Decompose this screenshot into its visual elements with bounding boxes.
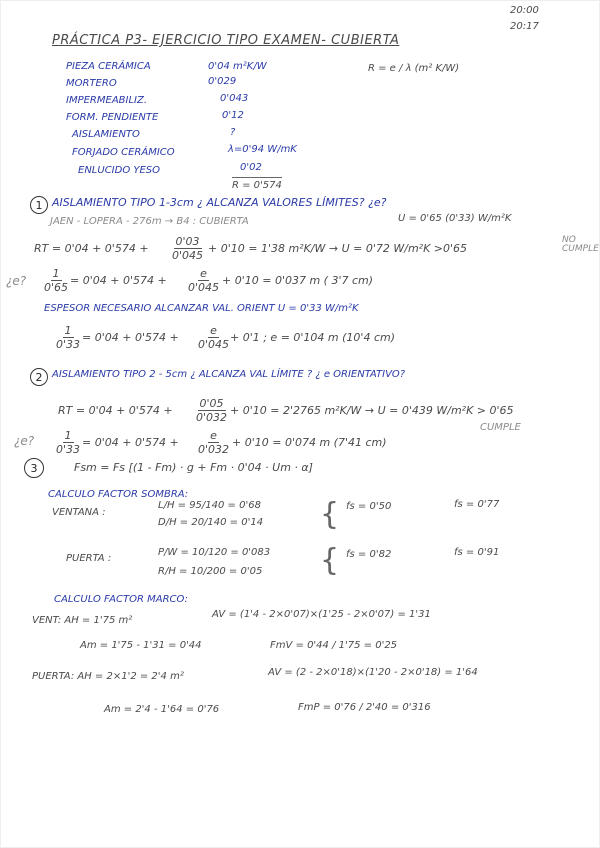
ventana-dh: D/H = 20/140 = 0'14 [158, 517, 264, 528]
section1-question: AISLAMIENTO TIPO 1-3cm ¿ ALCANZA VALORES LÍMITES? ¿e? [52, 196, 387, 209]
section1-rt-fraction [172, 236, 203, 261]
ventana-fs-eo: fs = 0'77 [454, 499, 500, 510]
vent-am: Am = 1'75 - 1'31 = 0'44 [80, 640, 202, 651]
section2-e-mid: = 0'04 + 0'574 + [82, 436, 179, 449]
fraction-denominator: 0'045 [198, 338, 230, 351]
section1-e-fraction2 [188, 268, 219, 293]
section-number-2: 2 [30, 368, 48, 386]
time-start: 20:00 [510, 5, 539, 16]
puerta-ah: PUERTA: AH = 2×1'2 = 2'4 m² [32, 671, 184, 682]
fraction-numerator: 1 [64, 429, 72, 442]
layer-value: 0'04 m²K/W [208, 61, 267, 72]
layer-value: ? [230, 127, 236, 138]
sum-underline [232, 177, 282, 178]
section2-e-result: + 0'10 = 0'074 m (7'41 cm) [232, 436, 387, 449]
ventana-fs-sur: fs = 0'50 [346, 501, 392, 512]
fraction-denominator: 0'045 [172, 249, 204, 262]
sum-r: R = 0'574 [232, 180, 282, 191]
fraction-numerator: 0'05 [199, 397, 224, 410]
section1-e-mid: = 0'04 + 0'574 + [70, 274, 167, 287]
section1-orient-mid: = 0'04 + 0'574 + [82, 331, 179, 344]
section-number-3: 3 [24, 458, 44, 478]
section1-rt-prefix: RT = 0'04 + 0'574 + [34, 242, 149, 255]
layer-value: 0'02 [240, 162, 262, 173]
puerta-fs-sur: fs = 0'82 [346, 549, 392, 560]
puerta-fs-eo: fs = 0'91 [454, 547, 500, 558]
layer-label: AISLAMIENTO [72, 129, 140, 140]
section2-e-fraction2 [198, 430, 229, 455]
fraction-denominator: 0'33 [56, 338, 81, 351]
layer-label: IMPERMEABILIZ. [66, 95, 148, 106]
puerta-av: AV = (2 - 2×0'18)×(1'20 - 2×0'18) = 1'64 [268, 667, 478, 678]
section1-orient-fraction2 [198, 325, 229, 350]
section-number-1: 1 [30, 196, 48, 214]
layer-label: ENLUCIDO YESO [78, 165, 161, 176]
layer-label: MORTERO [66, 78, 117, 89]
layer-value: λ=0'94 W/mK [228, 144, 297, 155]
puerta-am: Am = 2'4 - 1'64 = 0'76 [104, 704, 220, 715]
fraction-numerator: e [210, 429, 217, 442]
fraction-denominator: 0'045 [188, 281, 220, 294]
puerta-brace: { [320, 543, 340, 578]
fraction-denominator: 0'65 [44, 281, 69, 294]
section2-question: AISLAMIENTO TIPO 2 - 5cm ¿ ALCANZA VAL LÍMITE ? ¿ e ORIENTATIVO? [52, 369, 406, 380]
cumple-note: CUMPLE [480, 422, 521, 433]
section2-e-label: ¿e? [14, 434, 35, 448]
fraction-numerator: e [210, 324, 217, 337]
puerta-label: PUERTA : [66, 553, 112, 564]
layer-value: 0'029 [208, 76, 237, 87]
no-cumple-note: NO CUMPLE [562, 235, 599, 254]
section2-rt-suffix: + 0'10 = 2'2765 m²K/W → U = 0'439 W/m²K > 0'65 [230, 404, 514, 417]
fraction-numerator: e [200, 267, 207, 280]
section2-e-fraction [56, 430, 80, 455]
section2-rt-fraction [196, 398, 227, 423]
ventana-brace: { [320, 497, 340, 532]
vent-ah: VENT: AH = 1'75 m² [32, 615, 133, 626]
section1-espesor: ESPESOR NECESARIO ALCANZAR VAL. ORIENT U = 0'33 W/m²K [44, 303, 359, 314]
fraction-denominator: 0'032 [196, 411, 228, 424]
section1-location: JAEN - LOPERA - 276m → B4 : CUBIERTA [50, 216, 249, 227]
section3-fsm-formula: Fsm = Fs [(1 - Fm) · g + Fm · 0'04 · Um · α] [74, 461, 313, 474]
ventana-label: VENTANA : [52, 507, 106, 518]
layer-label: PIEZA CERÁMICA [66, 61, 151, 72]
factor-sombra-title: CALCULO FACTOR SOMBRA: [48, 489, 189, 500]
puerta-pw: P/W = 10/120 = 0'083 [158, 547, 271, 558]
layer-label: FORM. PENDIENTE [66, 112, 159, 123]
section1-u-lim: U = 0'65 (0'33) W/m²K [398, 213, 512, 224]
factor-marco-title: CALCULO FACTOR MARCO: [54, 594, 188, 605]
fraction-numerator: 1 [52, 267, 60, 280]
formula-r: R = e / λ (m² K/W) [368, 63, 460, 74]
layer-value: 0'043 [220, 93, 249, 104]
vent-fm: FmV = 0'44 / 1'75 = 0'25 [270, 640, 398, 651]
time-end: 20:17 [510, 21, 539, 32]
fraction-denominator: 0'33 [56, 443, 81, 456]
section1-e-result: + 0'10 = 0'037 m ( 3'7 cm) [222, 274, 374, 287]
section1-e-label: ¿e? [6, 274, 27, 288]
fraction-numerator: 0'03 [175, 235, 200, 248]
puerta-fm: FmP = 0'76 / 2'40 = 0'316 [298, 702, 431, 713]
fraction-numerator: 1 [64, 324, 72, 337]
layer-label: FORJADO CERÁMICO [72, 147, 175, 158]
fraction-denominator: 0'032 [198, 443, 230, 456]
section2-rt-prefix: RT = 0'04 + 0'574 + [58, 404, 173, 417]
section1-rt-suffix: + 0'10 = 1'38 m²K/W → U = 0'72 W/m²K >0'65 [208, 242, 468, 255]
section1-e-fraction [44, 268, 68, 293]
ventana-lh: L/H = 95/140 = 0'68 [158, 500, 261, 511]
section1-orient-result: + 0'1 ; e = 0'104 m (10'4 cm) [230, 331, 395, 344]
page-title: PRÁCTICA P3- EJERCICIO TIPO EXAMEN- CUBIERTA [52, 33, 400, 48]
puerta-ph: R/H = 10/200 = 0'05 [158, 566, 263, 577]
vent-av: AV = (1'4 - 2×0'07)×(1'25 - 2×0'07) = 1'31 [212, 609, 431, 620]
layer-value: 0'12 [222, 110, 244, 121]
section1-orient-fraction [56, 325, 80, 350]
